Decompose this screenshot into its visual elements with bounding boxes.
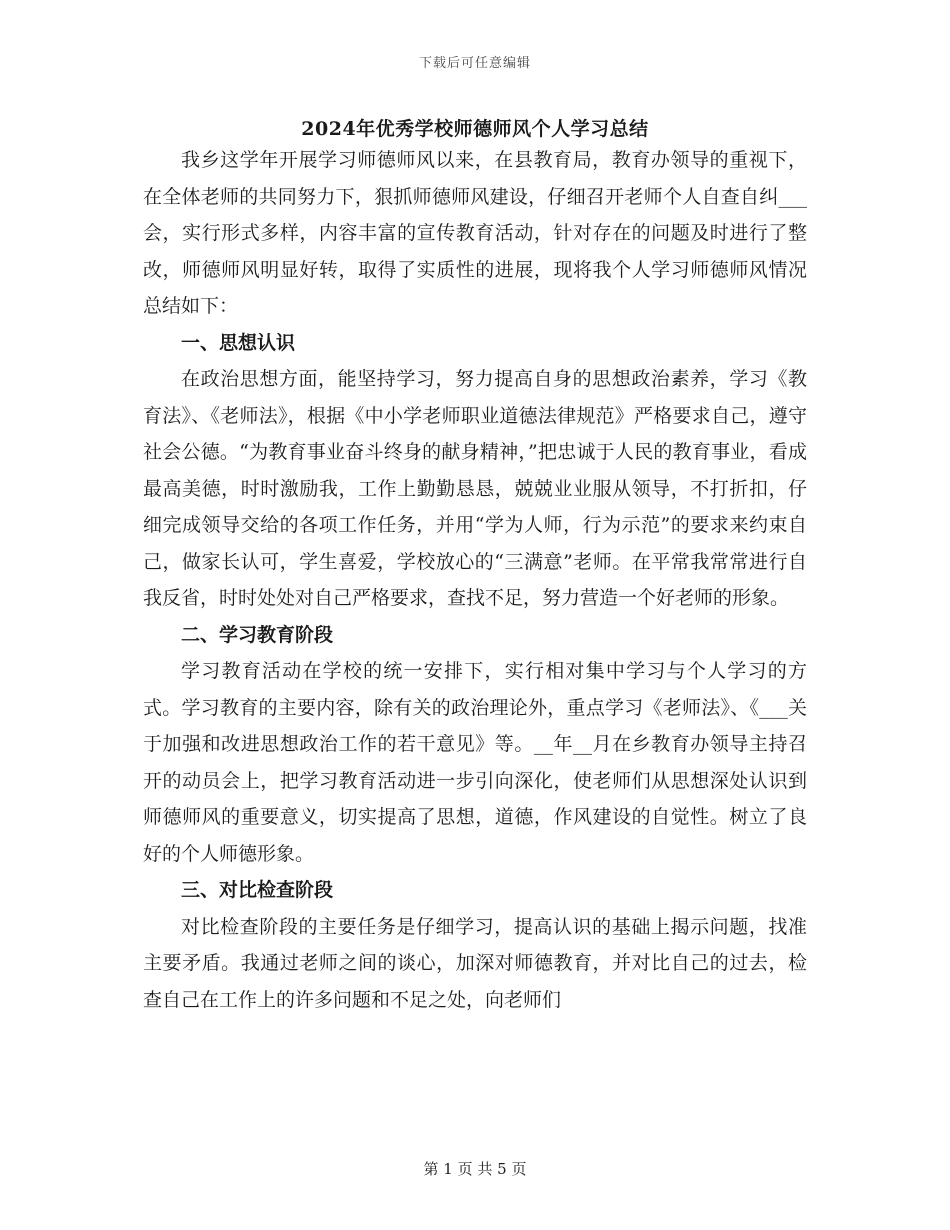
section-heading-review: 三、对比检查阶段	[181, 879, 334, 901]
document-body	[143, 142, 807, 1018]
header-note: 下载后可任意编辑	[418, 56, 531, 71]
section-paragraph-study: 学习教育活动在学校的统一安排下，实行相对集中学习与个人学习的方式。学习教育的主要内容，除有关的政治理论外，重点学习《老师法》、《___关于加强和改进思想政治工作的若干意见》等。__年__月在乡教育办领导主持召开的动员会上，把学习教育活动进一步引向深化，使老师们从思想深处认识到师德师风的重要意义，切实提高了思想，道德，作风建设的自觉性。树立了良好的个人师德形象。	[143, 660, 807, 865]
section-paragraph-review: 对比检查阶段的主要任务是仔细学习，提高认识的基础上揭示问题，找准主要矛盾。我通过老师之间的谈心，加深对师德教育，并对比自己的过去，检查自己在工作上的许多问题和不足之处，向老师们	[143, 915, 807, 1011]
section-heading-thinking: 一、思想认识	[181, 331, 296, 354]
intro-paragraph: 我乡这学年开展学习师德师风以来，在县教育局，教育办领导的重视下，在全体老师的共同努力下，狠抓师德师风建设，仔细召开老师个人自查自纠___会，实行形式多样，内容丰富的宣传教育活动，针对存在的问题及时进行了整改，师德师风明显好转，取得了实质性的进展，现将我个人学习师德师风情况总结如下：	[143, 149, 807, 317]
page-number: 第 1 页 共 5 页	[423, 1160, 527, 1178]
section-heading-study: 二、学习教育阶段	[181, 623, 334, 646]
section-paragraph-thinking: 在政治思想方面，能坚持学习，努力提高自身的思想政治素养，学习《教育法》、《老师法》，根据《中小学老师职业道德法律规范》严格要求自己，遵守社会公德。“为教育事业奋斗终身的献身精神，”把忠诚于人民的教育事业，看成最高美德，时时激励我，工作上勤勤恳恳，兢兢业业服从领导，不打折扣，仔细完成领导交给的各项工作任务，并用“学为人师，行为示范”的要求来约束自己，做家长认可，学生喜爱，学校放心的“三满意”老师。在平常我常常进行自我反省，时时处处对自己严格要求，查找不足，努力营造一个好老师的形象。	[143, 368, 807, 609]
document-title: 2024年优秀学校师德师风个人学习总结	[301, 118, 649, 140]
